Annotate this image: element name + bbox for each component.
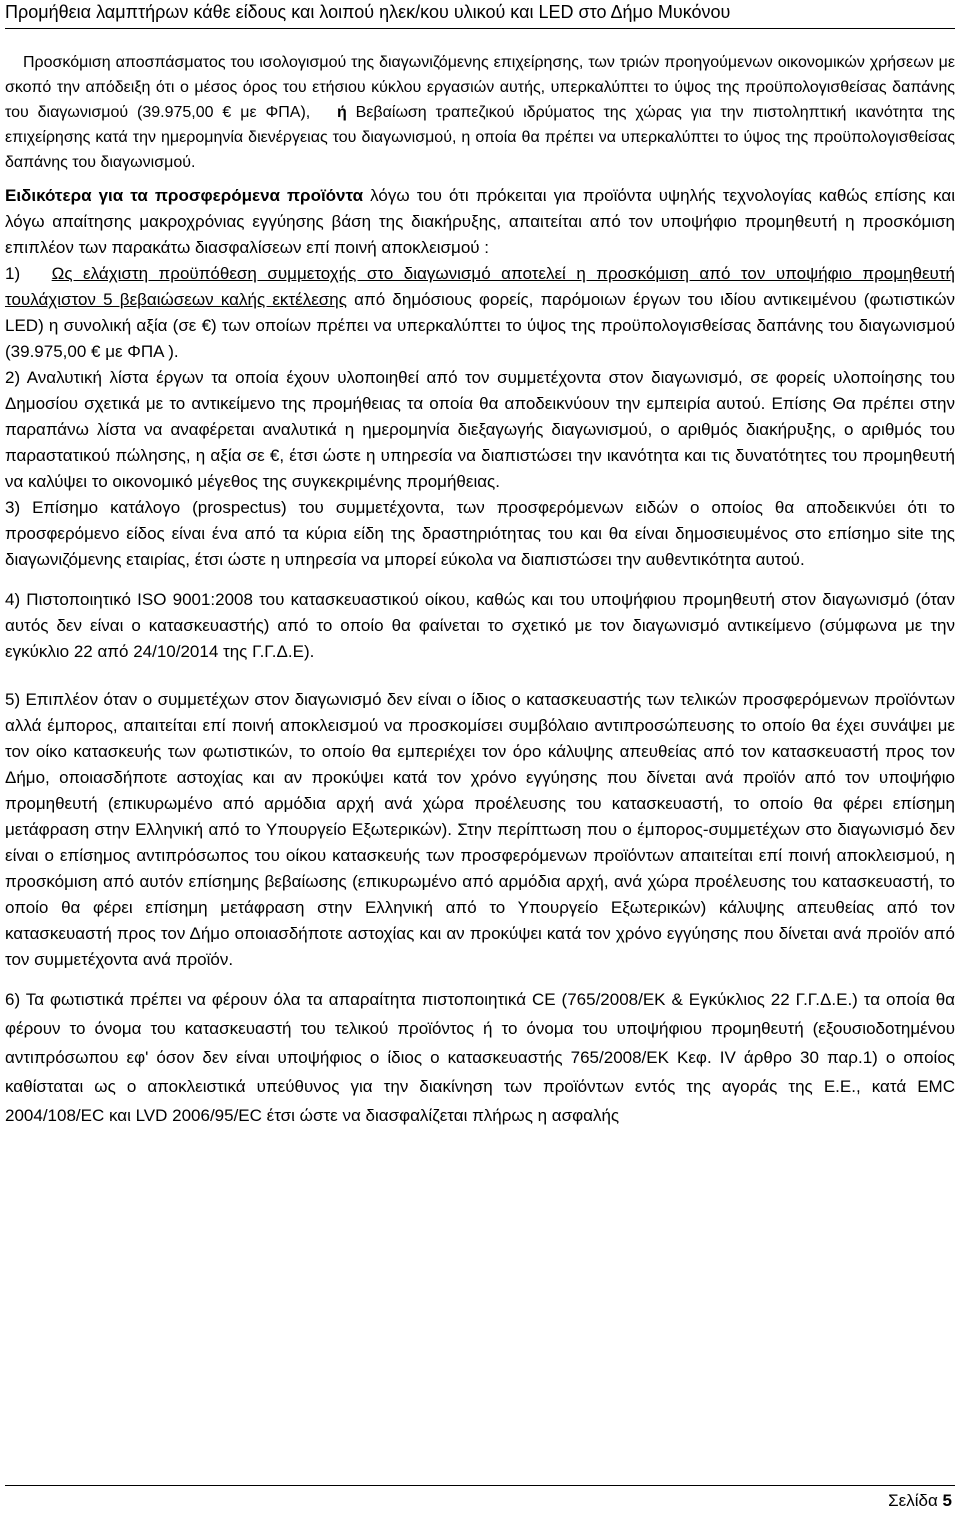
list-item-5: 5) Επιπλέον όταν ο συμμετέχων στον διαγωνισμό δεν είναι ο ίδιος ο κατασκευαστής των τελικών προσφερόμενων προϊόντων αλλά έμπορος, απαιτείται επί ποινή αποκλεισμού να προσκομίσει συμβόλαιο αντιπροσώπευσης το οποίο θα έχει συνάψει με τον οίκο κατασκευής των φωτιστικών, το οποίο θα εμπεριέχει τον όρο κάλυψης απευθείας από τον κατασκευαστή προς τον Δήμο, οποιασδήποτε αστοχίας και αν προκύψει κατά τον χρόνο εγγύησης που δίνεται ανά προϊόν από τον υποψήφιο προμηθευτή (επικυρωμένο από αρμόδια αρχή ανά χώρα προέλευσης του κατασκευαστή, το οποίο θα φέρει επίσημη μετάφραση στην Ελληνική από το Υπουργείο Εξωτερικών). Στην περίπτωση που ο έμπορος-συμμετέχων στο διαγωνισμό δεν είναι ο επίσημος αντιπρόσωπος του οίκου κατασκευής των προσφερόμενων προϊόντων απαιτείται επί ποινή αποκλεισμού, η προσκόμιση από αυτόν επίσημης βεβαίωσης (επικυρωμένο από αρμόδια αρχή, ανά χώρα προέλευσης του κατασκευαστή, το οποίο θα φέρει επίσημη μετάφραση στην Ελληνική από το Υπουργείο Εξωτερικών) κάλυψης απευθείας από τον κατασκευαστή προς τον Δήμο οποιασδήποτε αστοχίας και αν προκύψει κατά τον χρόνο εγγύησης που δίνεται ανά προϊόν από τον συμμετέχοντα ανά προϊόν. [5, 690, 955, 969]
products-heading: Ειδικότερα για τα προσφερόμενα προϊόντα [5, 186, 364, 205]
page-header: Προμήθεια λαμπτήρων κάθε είδους και λοιπού ηλεκ/κου υλικού και LED στο Δήμο Μυκόνου [5, 2, 731, 22]
list-item-1: 1) Ως ελάχιστη προϋπόθεση συμμετοχής στο διαγωνισμό αποτελεί η προσκόμιση από τον υποψήφιο προμηθευτή τουλάχιστον 5 βεβαιώσεων καλής εκτέλεσης από δημόσιους φορείς, παρόμοιων έργων του ιδίου αντικειμένου (φωτιστικών LED) η συνολική αξία (σε €) των οποίων πρέπει να υπερκαλύπτει το ύψος της προϋπολογισθείσας δαπάνης του διαγωνισμού (39.975,00 € με ΦΠΑ ). [5, 264, 956, 361]
list-item-3: 3) Επίσημο κατάλογο (prospectus) του συμμετέχοντα, των προσφερόμενων ειδών ο οποίος θα αποδεικνύει ότι το προσφερόμενο είδος είναι ένα από τα κύρια είδη της δραστηριότητας του και θα είναι δημοσιευμένος στο επίσημο site της διαγωνιζόμενης εταιρίας, έτσι ώστε η υπηρεσία να μπορεί εύκολα να διαπιστώσει την αυθεντικότητα αυτού. [5, 498, 955, 569]
page-number: 5 [942, 1491, 952, 1510]
list-item-2: 2) Αναλυτική λίστα έργων τα οποία έχουν υλοποιηθεί από τον συμμετέχοντα στον διαγωνισμό, σε φορείς υλοποίησης του Δημοσίου σχετικά με το αντικείμενο της προμήθειας τα οποία θα αποδεικνύουν την εμπειρία αυτού. Επίσης Θα πρέπει στην παραπάνω λίστα να αναφέρεται αναλυτικά η ημερομηνία διεξαγωγής διαγωνισμού, ο αριθμός διακήρυξης, ο αριθμός του παραστατικού πώλησης, η αξία σε €, έτσι ώστε η υπηρεσία να διαπιστώσει την ικανότητα και τις δυνατότητες του προμηθευτή να καλύψει το οικονομικό μέγεθος της συγκεκριμένης προμήθειας. [5, 368, 955, 491]
page-footer [888, 1490, 952, 1512]
page-label: Σελίδα [888, 1491, 938, 1510]
paragraph-financial-statement: Προσκόμιση αποσπάσματος του ισολογισμού της διαγωνιζόμενης επιχείρησης, των τριών προηγούμενων οικονομικών χρήσεων με σκοπό την απόδειξη ότι ο μέσος όρος του ετήσιου κύκλου εργασιών αυτής, υπερκαλύπτει το ύψος της προϋπολογισθείσας δαπάνης του διαγωνισμού (39.975,00 € με ΦΠΑ), ή Βεβαίωση τραπεζικού ιδρύματος της χώρας για την πιστοληπτική ικανότητα της επιχείρησης κατά την ημερομηνία διενέργειας του διαγωνισμού, η οποία θα πρέπει να υπερκαλύπτει το ύψος της προϋπολογισθείσας δαπάνης του διαγωνισμού. [5, 54, 955, 171]
footer-divider [5, 1485, 955, 1486]
underlined-requirement: Ως ελάχιστη προϋπόθεση συμμετοχής στο διαγωνισμό αποτελεί η προσκόμιση από τον υποψήφιο προμηθευτή τουλάχιστον 5 βεβαιώσεων καλής εκτέλεσης [5, 264, 956, 309]
item-number: 1) [5, 264, 21, 283]
list-item-4: 4) Πιστοποιητικό ISO 9001:2008 του κατασκευαστικού οίκου, καθώς και του υποψήφιου προμηθευτή στον διαγωνισμό (όταν αυτός δεν είναι ο κατασκευαστής) από το οποίο θα φαίνεται το σχετικό με τον διαγωνισμό αντικείμενο (σύμφωνα με την εγκύκλιο 22 από 24/10/2014 της Γ.Γ.Δ.Ε). [5, 590, 955, 661]
header-divider [5, 28, 955, 29]
document-body [5, 50, 955, 1130]
or-emphasis: ή [336, 104, 347, 121]
paragraph-products-intro: Ειδικότερα για τα προσφερόμενα προϊόντα λόγω του ότι πρόκειται για προϊόντα υψηλής τεχνολογίας καθώς επίσης και λόγω απαίτησης μακροχρόνιας εγγύησης βάση της διακήρυξης, απαιτείται από τον υποψήφιο προμηθευτή η προσκόμιση επιπλέον των παρακάτω διασφαλίσεων επί ποινή αποκλεισμού : [5, 186, 955, 257]
list-item-6: 6) Τα φωτιστικά πρέπει να φέρουν όλα τα απαραίτητα πιστοποιητικά CE (765/2008/ΕΚ & Εγκύκλιος 22 Γ.Γ.Δ.Ε.) τα οποία θα φέρουν το όνομα του κατασκευαστή του τελικού προϊόντος ή το όνομα του υποψήφιου προμηθευτή (εξουσιοδοτημένου αντιπρόσωπου εφ' όσον δεν είναι υποψήφιος ο ίδιος ο κατασκευαστής 765/2008/ΕΚ Κεφ. IV άρθρο 30 παρ.1) ο οποίος καθίσταται ως ο αποκλειστικά υπεύθυνος για την διακίνηση των προϊόντων εντός της αγοράς της Ε.Ε., κατά EMC 2004/108/EC και LVD 2006/95/EC έτσι ώστε να διασφαλίζεται πλήρως η ασφαλής [5, 990, 955, 1125]
